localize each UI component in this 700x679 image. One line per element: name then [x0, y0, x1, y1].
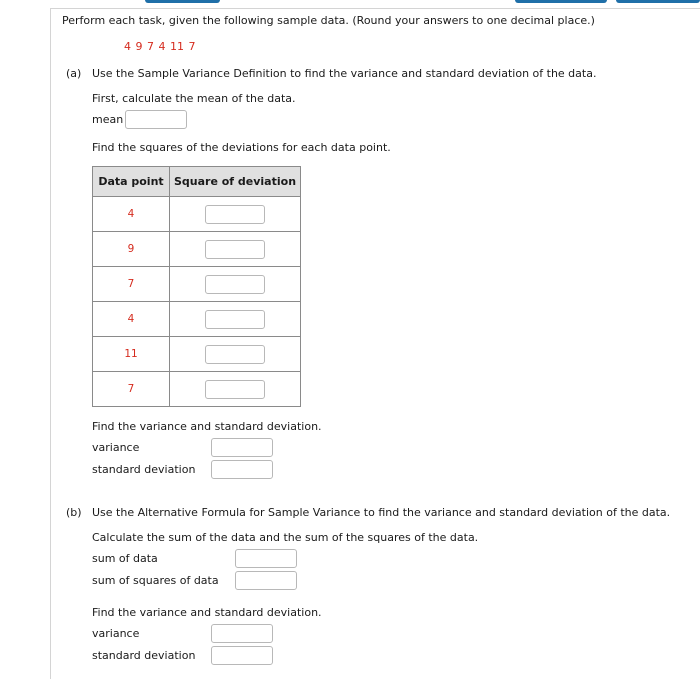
table-row [93, 232, 301, 267]
deviation-table [92, 166, 301, 407]
squares-prompt: Find the squares of the deviations for each data point. [92, 141, 391, 154]
mean-label: mean [92, 113, 124, 126]
part-a-result-prompt: Find the variance and standard deviation. [92, 420, 322, 433]
table-row [93, 197, 301, 232]
sums-prompt: Calculate the sum of the data and the sum of the squares of the data. [92, 531, 479, 544]
part-a-sd-input[interactable] [211, 460, 273, 479]
part-a-variance-input[interactable] [211, 438, 273, 457]
table-row [93, 302, 301, 337]
square-deviation-input[interactable] [205, 205, 265, 224]
mean-input[interactable] [125, 110, 187, 129]
data-point-cell: 11 [93, 337, 170, 372]
data-point-cell: 7 [93, 372, 170, 407]
square-deviation-input[interactable] [205, 310, 265, 329]
part-b-instruction: Use the Alternative Formula for Sample Variance to find the variance and standard deviation of the data. [92, 506, 671, 519]
square-deviation-input[interactable] [205, 345, 265, 364]
toolbar-tab-1[interactable] [145, 0, 220, 3]
sum-of-squares-input[interactable] [235, 571, 297, 590]
square-deviation-input[interactable] [205, 275, 265, 294]
part-a-instruction: Use the Sample Variance Definition to find the variance and standard deviation of the data. [92, 67, 597, 80]
part-a-variance-label: variance [92, 441, 140, 454]
data-point-cell: 7 [93, 267, 170, 302]
sum-of-data-input[interactable] [235, 549, 297, 568]
square-deviation-input[interactable] [205, 240, 265, 259]
table-row [93, 267, 301, 302]
part-b-result-prompt: Find the variance and standard deviation. [92, 606, 322, 619]
data-point-cell: 9 [93, 232, 170, 267]
toolbar-tab-2[interactable] [515, 0, 607, 3]
part-a-label: (a) [66, 67, 82, 80]
part-b-variance-input[interactable] [211, 624, 273, 643]
top-toolbar-strip [0, 0, 700, 3]
data-point-cell: 4 [93, 197, 170, 232]
table-row [93, 337, 301, 372]
part-b-label: (b) [66, 506, 82, 519]
part-b-sd-label: standard deviation [92, 649, 196, 662]
part-a-sd-label: standard deviation [92, 463, 196, 476]
part-b-sd-input[interactable] [211, 646, 273, 665]
data-point-cell: 4 [93, 302, 170, 337]
mean-prompt: First, calculate the mean of the data. [92, 92, 296, 105]
part-b-variance-label: variance [92, 627, 140, 640]
square-deviation-input[interactable] [205, 380, 265, 399]
sum-of-data-label: sum of data [92, 552, 158, 565]
header-data-point: Data point [93, 167, 170, 197]
question-intro: Perform each task, given the following sample data. (Round your answers to one decimal place.) [62, 14, 595, 27]
table-row [93, 372, 301, 407]
sample-data: 4 9 7 4 11 7 [124, 40, 196, 53]
toolbar-tab-3[interactable] [616, 0, 700, 3]
sum-of-squares-label: sum of squares of data [92, 574, 219, 587]
header-square-of-deviation: Square of deviation [170, 167, 301, 197]
